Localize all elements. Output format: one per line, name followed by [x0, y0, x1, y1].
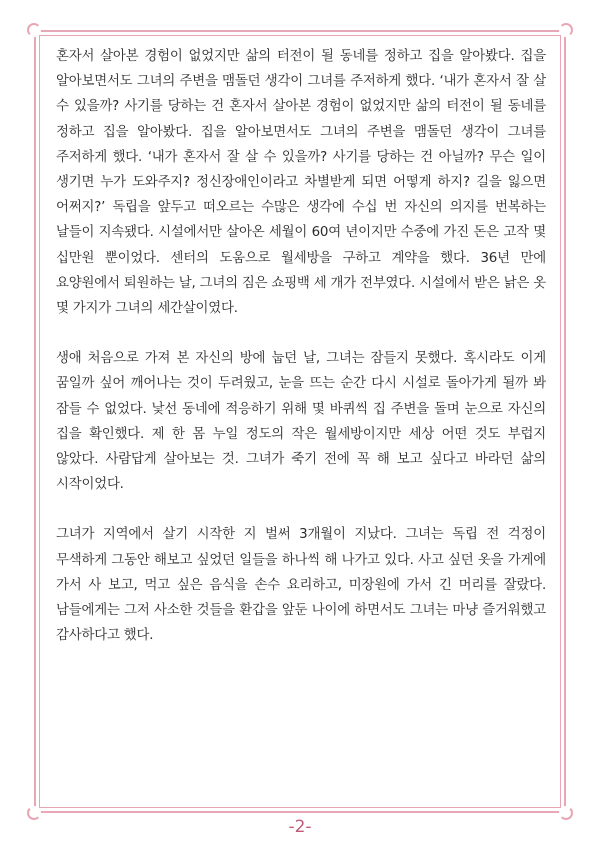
paragraph-2: 생애 처음으로 가져 본 자신의 방에 눕던 날, 그녀는 잠들지 못했다. 혹시라도 이게 꿈일까 싶어 깨어나는 것이 두려웠고, 눈을 뜨는 순간 다시 시설로 돌아가게 될까 봐 잠들 수 없었다. 낯선 동네에 적응하기 위해 몇 바퀴씩 집 주변을 돌며 눈으로 자신의 집을 확인했다. 제 한 몸 누일 정도의 작은 월세방이지만 세상 어떤 것도 부럽지 않았다. 사람답게 살아보는 것. 그녀가 죽기 전에 꼭 해 보고 싶다고 바라던 삶의 시작이었다. [56, 351, 551, 493]
corner-ornament-top-right [559, 23, 573, 37]
paragraph-3: 그녀가 지역에서 살기 시작한 지 벌써 3개월이 지났다. 그녀는 독립 전 걱정이 무색하게 그동안 해보고 싶었던 일들을 하나씩 해 나가고 있다. 사고 싶던 옷을 가게에 가서 사 보고, 먹고 싶은 음식을 손수 요리하고, 미장원에 가서 긴 머리를 잘랐다. 남들에게는 그저 사소한 것들을 환갑을 앞둔 나이에 하면서도 그녀는 마냥 즐거워했고 감사하다고 했다. [56, 527, 551, 644]
paragraph-1: 혼자서 살아본 경험이 없었지만 삶의 터전이 될 동네를 정하고 집을 알아봤다. 집을 알아보면서도 그녀의 주변을 맴돌던 생각이 그녀를 주저하게 했다. ‘내가 혼자서 잘 살 수 있을까? 사기를 당하는 건 혼자서 살아본 경험이 없었지만 삶의 터전이 될 동네를 정하고 집을 알아봤다. 집을 알아보면서도 그녀의 주변을 맴돌던 생각이 그녀를 주저하게 했다. ‘내가 혼자서 잘 살 수 있을까? 사기를 당하는 건 아닐까? 무슨 일이 생기면 누가 도와주지? 정신장애인이라고 차별받게 되면 어떻게 하지? 길을 잃으면 어쩌지?’ 독립을 앞두고 떠오르는 수많은 생각에 수십 번 자신의 의지를 번복하는 날들이 지속됐다. 시설에서만 살아온 세월이 60여 년이지만 수중에 가진 돈은 고작 몇 십만원 뿐이었다. 센터의 도움으로 월세방을 구하고 계약을 했다. 36년 만에 요양원에서 퇴원하는 날, 그녀의 짐은 쇼핑백 세 개가 전부였다. 시설에서 받은 낡은 옷 몇 가지가 그녀의 세간살이였다. [56, 49, 551, 317]
page-number: -2- [288, 817, 312, 837]
body-text [56, 44, 551, 648]
corner-ornament-top-left [27, 23, 41, 37]
